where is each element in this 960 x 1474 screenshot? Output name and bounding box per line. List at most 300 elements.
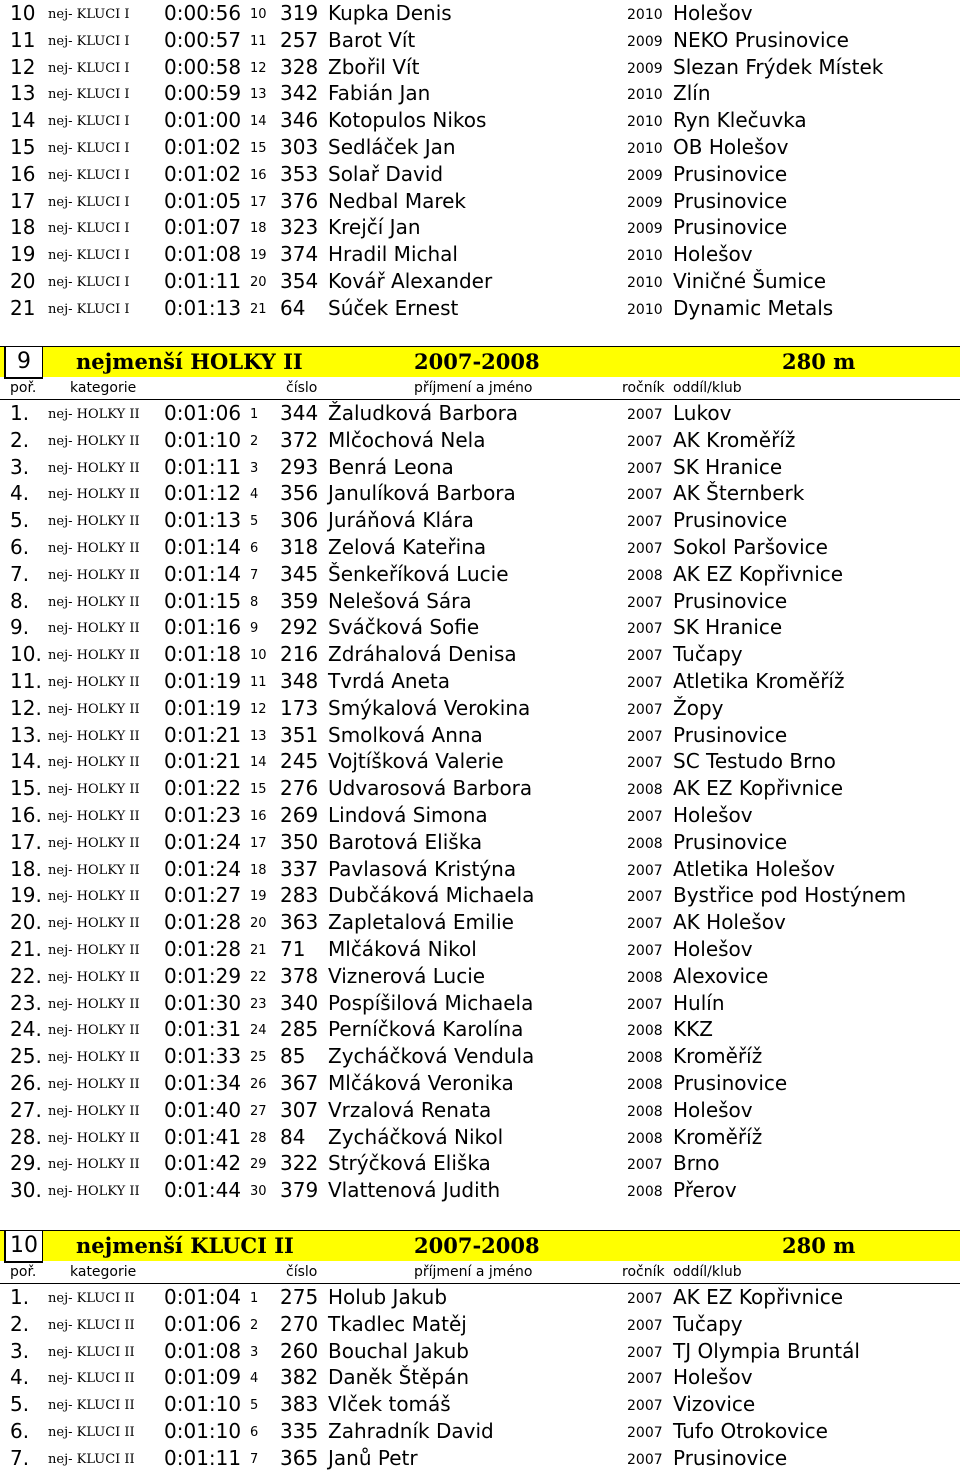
time: 0:01:29 [164, 963, 242, 988]
place: 26. [10, 1071, 42, 1095]
club: Tufo Otrokovice [673, 1419, 828, 1443]
girls-row [0, 722, 960, 749]
club: Sokol Paršovice [673, 535, 828, 559]
rank: 24 [250, 1023, 267, 1039]
athlete-name: Vlattenová Judith [328, 1178, 501, 1203]
place: 19. [10, 883, 42, 908]
birth-year: 2007 [627, 1398, 663, 1415]
rank: 27 [250, 1103, 267, 1119]
birth-year: 2009 [627, 194, 663, 211]
boys-row [0, 1311, 960, 1338]
category: nej- KLUCI I [48, 33, 130, 49]
club: AK Šternberk [673, 481, 805, 506]
start-number: 319 [280, 1, 319, 25]
time: 0:00:56 [164, 1, 242, 25]
start-number: 351 [280, 722, 319, 747]
column-header-por: poř. [10, 1264, 37, 1280]
time: 0:01:13 [164, 295, 242, 320]
club: Holešov [673, 242, 753, 267]
birth-year: 2007 [627, 675, 663, 691]
time: 0:01:42 [164, 1151, 242, 1176]
club: AK Holešov [673, 910, 786, 935]
girls-row [0, 936, 960, 963]
start-number: 276 [280, 776, 319, 801]
rank: 13 [250, 728, 267, 744]
place: 15. [10, 776, 42, 801]
section-years: 2007-2008 [414, 1233, 540, 1258]
time: 0:01:08 [164, 1338, 242, 1363]
athlete-name: Hradil Michal [328, 242, 458, 267]
girls-row [0, 1177, 960, 1204]
start-number: 322 [280, 1151, 319, 1176]
category: nej- KLUCI II [48, 1317, 135, 1333]
rank: 14 [250, 755, 267, 771]
athlete-name: Kupka Denis [328, 1, 452, 25]
start-number: 318 [280, 535, 319, 559]
athlete-name: Tvrdá Aneta [328, 669, 450, 693]
rank: 11 [250, 675, 267, 690]
time: 0:00:57 [164, 27, 242, 52]
top-row [0, 295, 960, 322]
place: 2. [10, 1311, 30, 1336]
category: nej- HOLKY II [48, 1157, 140, 1173]
category: nej- HOLKY II [48, 862, 140, 878]
rank: 29 [250, 1157, 267, 1173]
place: 8. [10, 588, 30, 613]
rank: 16 [250, 167, 267, 183]
club: SK Hranice [673, 454, 783, 479]
start-number: 337 [280, 856, 319, 881]
birth-year: 2007 [627, 514, 663, 531]
top-row [0, 188, 960, 215]
column-headers [0, 1261, 960, 1284]
place: 7. [10, 1445, 30, 1470]
start-number: 378 [280, 963, 319, 988]
category: nej- HOLKY II [48, 433, 140, 449]
club: SC Testudo Brno [673, 749, 836, 774]
birth-year: 2007 [627, 1371, 663, 1388]
column-header-oddil: oddíl/klub [673, 1264, 742, 1280]
rank: 3 [250, 460, 259, 476]
time: 0:01:10 [164, 1419, 242, 1443]
birth-year: 2007 [627, 621, 663, 638]
birth-year: 2009 [627, 221, 663, 238]
girls-row [0, 775, 960, 802]
club: Brno [673, 1151, 720, 1176]
rank: 7 [250, 567, 259, 583]
section-header [0, 1230, 960, 1261]
girls-row [0, 963, 960, 990]
start-number: 346 [280, 108, 319, 133]
category: nej- HOLKY II [48, 460, 140, 476]
rank: 7 [250, 1451, 259, 1467]
place: 18. [10, 856, 42, 881]
top-row [0, 241, 960, 268]
girls-row [0, 1070, 960, 1097]
start-number: 306 [280, 508, 319, 533]
girls-row [0, 1016, 960, 1043]
place: 22. [10, 963, 42, 988]
time: 0:01:15 [164, 588, 242, 613]
start-number: 340 [280, 990, 319, 1015]
start-number: 382 [280, 1365, 319, 1390]
start-number: 260 [280, 1338, 319, 1363]
athlete-name: Lindová Simona [328, 803, 488, 827]
category: nej- HOLKY II [48, 1184, 140, 1200]
athlete-name: Šenkeříková Lucie [328, 561, 509, 586]
rank: 4 [250, 1371, 259, 1387]
athlete-name: Zahradník David [328, 1419, 494, 1443]
start-number: 257 [280, 27, 319, 52]
column-header-rocnik: ročník [622, 1264, 665, 1280]
rank: 18 [250, 862, 267, 878]
club: Žopy [673, 695, 724, 720]
rank: 13 [250, 87, 267, 103]
start-number: 363 [280, 910, 319, 935]
time: 0:01:04 [164, 1285, 242, 1309]
rank: 5 [250, 514, 259, 530]
club: Tučapy [673, 642, 743, 667]
birth-year: 2007 [627, 407, 663, 423]
girls-row [0, 1150, 960, 1177]
boys-row [0, 1391, 960, 1418]
club: OB Holešov [673, 135, 789, 159]
time: 0:01:34 [164, 1071, 242, 1095]
athlete-name: Udvarosová Barbora [328, 776, 533, 801]
time: 0:01:06 [164, 401, 242, 425]
club: AK EZ Kopřivnice [673, 776, 844, 801]
start-number: 354 [280, 269, 319, 293]
time: 0:01:08 [164, 242, 242, 267]
rank: 19 [250, 248, 267, 264]
start-number: 283 [280, 883, 319, 908]
time: 0:01:21 [164, 749, 242, 774]
column-header-jmeno: příjmení a jméno [414, 380, 533, 396]
rank: 4 [250, 487, 259, 503]
club: Dynamic Metals [673, 295, 834, 320]
category: nej- HOLKY II [48, 969, 140, 985]
birth-year: 2010 [627, 141, 663, 157]
top-row [0, 161, 960, 188]
category: nej- KLUCI II [48, 1371, 135, 1387]
girls-row [0, 1124, 960, 1151]
club: Holešov [673, 1097, 753, 1122]
section-distance: 280 m [782, 349, 856, 374]
birth-year: 2009 [627, 60, 663, 77]
birth-year: 2010 [627, 248, 663, 265]
rank: 14 [250, 114, 267, 130]
rank: 20 [250, 275, 267, 290]
start-number: 285 [280, 1017, 319, 1042]
category: nej- KLUCI I [48, 87, 130, 103]
girls-row [0, 614, 960, 641]
category: nej- HOLKY II [48, 621, 140, 637]
athlete-name: Kotopulos Nikos [328, 108, 487, 133]
category: nej- KLUCI I [48, 7, 130, 22]
rank: 1 [250, 1291, 259, 1306]
start-number: 356 [280, 481, 319, 506]
category: nej- HOLKY II [48, 755, 140, 771]
athlete-name: Smolková Anna [328, 722, 483, 747]
category: nej- KLUCI I [48, 275, 130, 290]
athlete-name: Janulíková Barbora [328, 481, 516, 506]
category: nej- KLUCI I [48, 60, 130, 76]
start-number: 344 [280, 401, 319, 425]
rank: 11 [250, 33, 267, 49]
start-number: 367 [280, 1071, 319, 1095]
athlete-name: Solař David [328, 161, 444, 186]
athlete-name: Tkadlec Matěj [328, 1311, 467, 1336]
time: 0:01:06 [164, 1311, 242, 1336]
rank: 23 [250, 996, 267, 1012]
birth-year: 2008 [627, 1130, 663, 1147]
birth-year: 2007 [627, 862, 663, 879]
column-header-kategorie: kategorie [70, 1264, 137, 1280]
place: 9. [10, 615, 30, 640]
category: nej- HOLKY II [48, 728, 140, 744]
girls-row [0, 427, 960, 454]
birth-year: 2008 [627, 1050, 663, 1067]
birth-year: 2008 [627, 567, 663, 584]
athlete-name: Súček Ernest [328, 295, 459, 320]
time: 0:01:19 [164, 695, 242, 720]
category: nej- HOLKY II [48, 514, 140, 530]
place: 6. [10, 1419, 30, 1443]
boys-row [0, 1284, 960, 1311]
athlete-name: Janů Petr [328, 1445, 418, 1470]
rank: 16 [250, 809, 267, 824]
club: Hulín [673, 990, 725, 1015]
start-number: 84 [280, 1124, 306, 1149]
start-number: 379 [280, 1178, 319, 1203]
place: 3. [10, 454, 30, 479]
club: Holešov [673, 1365, 753, 1390]
time: 0:01:10 [164, 1392, 242, 1417]
rank: 3 [250, 1344, 259, 1360]
rank: 28 [250, 1130, 267, 1146]
girls-row [0, 695, 960, 722]
column-header-cislo: číslo [286, 1264, 318, 1280]
birth-year: 2007 [627, 1451, 663, 1468]
rank: 2 [250, 433, 259, 449]
birth-year: 2007 [627, 996, 663, 1013]
athlete-name: Pavlasová Kristýna [328, 856, 517, 881]
place: 25. [10, 1044, 42, 1069]
girls-row [0, 588, 960, 615]
category: nej- KLUCI I [48, 114, 130, 130]
time: 0:01:21 [164, 722, 242, 747]
category: nej- KLUCI II [48, 1344, 135, 1360]
place: 4. [10, 1365, 30, 1390]
club: Bystřice pod Hostýnem [673, 883, 907, 908]
time: 0:01:12 [164, 481, 242, 506]
start-number: 372 [280, 427, 319, 452]
club: AK EZ Kopřivnice [673, 561, 844, 586]
birth-year: 2010 [627, 275, 663, 291]
girls-row [0, 534, 960, 561]
birth-year: 2010 [627, 7, 663, 23]
start-number: 374 [280, 242, 319, 267]
time: 0:01:05 [164, 188, 242, 213]
athlete-name: Mlčáková Nikol [328, 937, 477, 961]
place: 27. [10, 1097, 42, 1122]
athlete-name: Barotová Eliška [328, 829, 483, 854]
column-header-cislo: číslo [286, 380, 318, 396]
club: Lukov [673, 401, 732, 425]
club: Kroměříž [673, 1124, 763, 1149]
club: Přerov [673, 1178, 737, 1203]
time: 0:01:13 [164, 508, 242, 533]
birth-year: 2007 [627, 541, 663, 557]
time: 0:01:27 [164, 883, 242, 908]
column-headers [0, 377, 960, 400]
place: 28. [10, 1124, 42, 1149]
start-number: 216 [280, 642, 319, 667]
time: 0:01:10 [164, 427, 242, 452]
athlete-name: Zbořil Vít [328, 54, 420, 79]
athlete-name: Zdráhalová Denisa [328, 642, 517, 667]
club: AK Kroměříž [673, 427, 796, 452]
section-number: 9 [4, 346, 43, 379]
time: 0:01:22 [164, 776, 242, 801]
top-row [0, 134, 960, 161]
time: 0:01:11 [164, 269, 242, 293]
athlete-name: Nelešová Sára [328, 588, 472, 613]
start-number: 293 [280, 454, 319, 479]
birth-year: 2008 [627, 969, 663, 986]
start-number: 245 [280, 749, 319, 774]
athlete-name: Vrzalová Renata [328, 1097, 492, 1122]
girls-row [0, 668, 960, 695]
category: nej- KLUCI I [48, 194, 130, 210]
birth-year: 2010 [627, 301, 663, 318]
top-row [0, 214, 960, 241]
start-number: 269 [280, 803, 319, 827]
birth-year: 2007 [627, 487, 663, 504]
club: SK Hranice [673, 615, 783, 640]
club: Prusinovice [673, 508, 788, 533]
start-number: 376 [280, 188, 319, 213]
time: 0:00:59 [164, 81, 242, 106]
athlete-name: Daněk Štěpán [328, 1365, 470, 1390]
time: 0:01:28 [164, 910, 242, 935]
category: nej- HOLKY II [48, 889, 140, 905]
club: Holešov [673, 803, 753, 827]
club: Prusinovice [673, 161, 788, 186]
place: 13. [10, 722, 42, 747]
athlete-name: Barot Vít [328, 27, 416, 52]
place: 3. [10, 1338, 30, 1363]
athlete-name: Sváčková Sofie [328, 615, 480, 640]
start-number: 292 [280, 615, 319, 640]
time: 0:01:30 [164, 990, 242, 1015]
athlete-name: Vlček tomáš [328, 1392, 451, 1417]
start-number: 270 [280, 1311, 319, 1336]
category: nej- HOLKY II [48, 701, 140, 717]
club: Prusinovice [673, 722, 788, 747]
rank: 10 [250, 7, 267, 22]
girls-row [0, 561, 960, 588]
birth-year: 2007 [627, 1317, 663, 1334]
place: 21 [10, 295, 36, 320]
category: nej- KLUCI I [48, 141, 130, 156]
athlete-name: Bouchal Jakub [328, 1338, 469, 1363]
place: 15 [10, 135, 36, 159]
girls-row [0, 641, 960, 668]
place: 11 [10, 27, 36, 52]
place: 17 [10, 188, 36, 213]
category: nej- HOLKY II [48, 782, 140, 798]
start-number: 383 [280, 1392, 319, 1417]
place: 30. [10, 1178, 42, 1203]
place: 10 [10, 1, 36, 25]
athlete-name: Strýčková Eliška [328, 1151, 491, 1176]
athlete-name: Benrá Leona [328, 454, 454, 479]
club: Viničné Šumice [673, 269, 827, 293]
place: 20 [10, 269, 36, 293]
birth-year: 2008 [627, 1103, 663, 1120]
athlete-name: Mlčáková Veronika [328, 1071, 514, 1095]
birth-year: 2009 [627, 33, 663, 50]
place: 17. [10, 829, 42, 854]
top-row [0, 80, 960, 107]
athlete-name: Dubčáková Michaela [328, 883, 535, 908]
athlete-name: Zycháčková Nikol [328, 1124, 504, 1149]
club: Ryn Klečuvka [673, 108, 807, 133]
time: 0:01:02 [164, 135, 242, 159]
athlete-name: Zycháčková Vendula [328, 1044, 535, 1069]
start-number: 353 [280, 161, 319, 186]
place: 21. [10, 937, 42, 961]
athlete-name: Fabián Jan [328, 81, 431, 106]
rank: 18 [250, 221, 267, 237]
rank: 21 [250, 301, 267, 317]
place: 5. [10, 1392, 30, 1417]
rank: 1 [250, 407, 259, 422]
boys-row [0, 1338, 960, 1365]
club: Vizovice [673, 1392, 756, 1417]
girls-row [0, 507, 960, 534]
athlete-name: Zelová Kateřina [328, 535, 487, 559]
place: 29. [10, 1151, 42, 1176]
boys-row [0, 1364, 960, 1391]
club: Alexovice [673, 963, 769, 988]
birth-year: 2007 [627, 1157, 663, 1174]
athlete-name: Kovář Alexander [328, 269, 493, 293]
place: 16 [10, 161, 36, 186]
time: 0:01:24 [164, 856, 242, 881]
category: nej- HOLKY II [48, 943, 140, 958]
place: 4. [10, 481, 30, 506]
start-number: 71 [280, 937, 306, 961]
rank: 22 [250, 969, 267, 985]
time: 0:01:14 [164, 561, 242, 586]
start-number: 348 [280, 669, 319, 693]
column-header-oddil: oddíl/klub [673, 380, 742, 396]
category: nej- KLUCI II [48, 1291, 135, 1306]
athlete-name: Zapletalová Emilie [328, 910, 514, 935]
birth-year: 2007 [627, 755, 663, 772]
start-number: 350 [280, 829, 319, 854]
birth-year: 2007 [627, 1425, 663, 1441]
time: 0:01:09 [164, 1365, 242, 1390]
athlete-name: Holub Jakub [328, 1285, 448, 1309]
birth-year: 2009 [627, 167, 663, 184]
girls-row [0, 1097, 960, 1124]
time: 0:01:07 [164, 215, 242, 240]
place: 18 [10, 215, 36, 240]
birth-year: 2007 [627, 460, 663, 477]
